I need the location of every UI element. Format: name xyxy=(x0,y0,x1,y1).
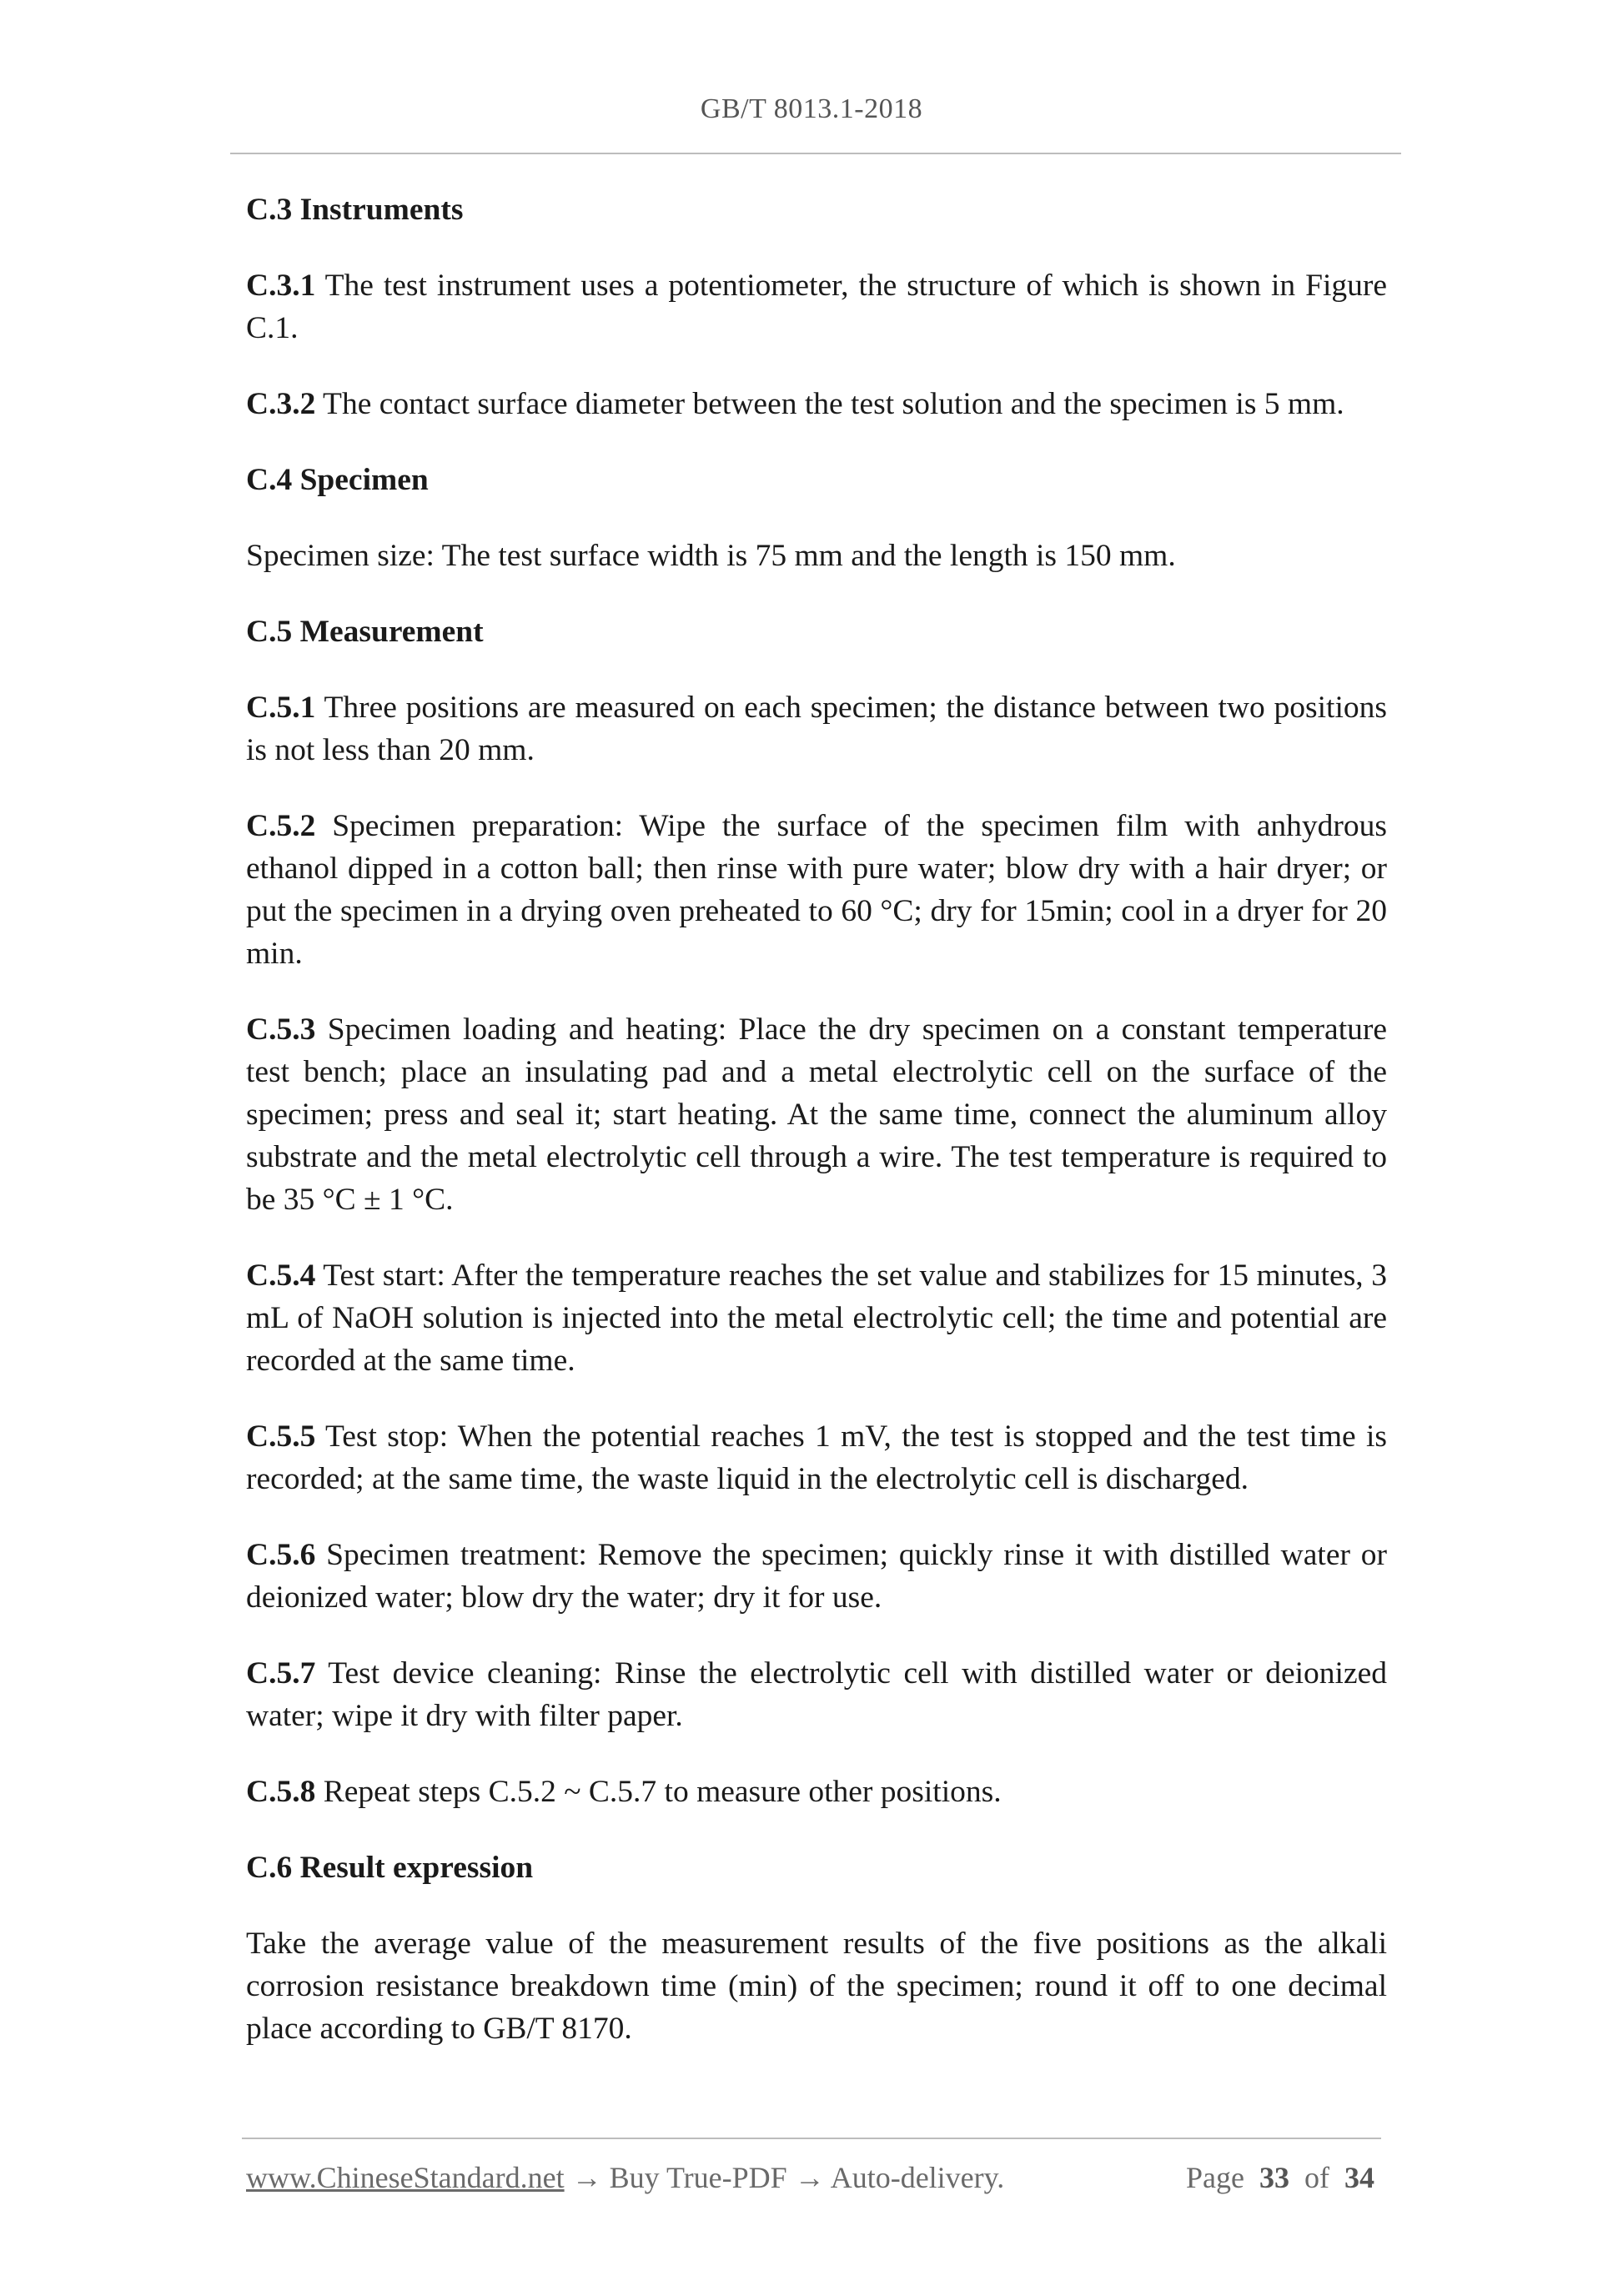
clause-number: C.3.1 xyxy=(246,269,316,303)
clause-text: Repeat steps C.5.2 ~ C.5.7 to measure other positions. xyxy=(315,1775,1002,1809)
paragraph-specimen-size xyxy=(246,535,1387,577)
header-divider xyxy=(230,153,1401,154)
clause-text: Specimen loading and heating: Place the dry specimen on a constant temperature test bench; place an insulating pad and a metal electrolytic cell on the surface of the specimen; press and seal it; start heating. At the same time, connect the aluminum alloy substrate and the metal electrolytic cell through a wire. The test temperature is required to be 35 °C ± 1 °C. xyxy=(246,1012,1387,1217)
section-heading-c4: C.4 Specimen xyxy=(246,463,429,497)
clause-number: C.3.2 xyxy=(246,387,316,421)
footer-promo xyxy=(246,2160,1004,2195)
paragraph-c5-2 xyxy=(246,805,1387,975)
paragraph-c3-1 xyxy=(246,264,1387,349)
clause-number: C.5.5 xyxy=(246,1419,316,1454)
clause-text: The contact surface diameter between the test solution and the specimen is 5 mm. xyxy=(315,387,1344,421)
arrow-right-icon: → xyxy=(571,2161,602,2194)
clause-number: C.5.2 xyxy=(246,809,316,843)
paragraph-c3-2 xyxy=(246,383,1387,425)
clause-number: C.5.3 xyxy=(246,1012,316,1047)
arrow-right-icon: → xyxy=(794,2161,825,2194)
clause-text: The test instrument uses a potentiometer, the structure of which is shown in Figure C.1. xyxy=(246,269,1387,345)
clause-text: Specimen size: The test surface width is 75 mm and the length is 150 mm. xyxy=(246,539,1176,573)
clause-text: Test stop: When the potential reaches 1 mV, the test is stopped and the test time is recorded; at the same time, the waste liquid in the electrolytic cell is discharged. xyxy=(246,1419,1387,1496)
clause-number: C.5.4 xyxy=(246,1259,316,1293)
website-link[interactable]: www.ChineseStandard.net xyxy=(246,2161,565,2194)
clause-text: Test start: After the temperature reaches the set value and stabilizes for 15 minutes, 3 mL of NaOH solution is injected into the metal electrolytic cell; the time and potential are recorded at the same time. xyxy=(246,1259,1387,1378)
paragraph-c5-8 xyxy=(246,1771,1387,1813)
paragraph-c5-5 xyxy=(246,1415,1387,1500)
clause-text: Specimen treatment: Remove the specimen; quickly rinse it with distilled water or deionized water; blow dry the water; dry it for use. xyxy=(246,1538,1387,1615)
paragraph-c5-4 xyxy=(246,1254,1387,1382)
clause-text: Take the average value of the measurement results of the five positions as the alkali corrosion resistance breakdown time (min) of the specimen; round it off to one decimal place according to GB/T 8170. xyxy=(246,1927,1387,2046)
section-heading-c5: C.5 Measurement xyxy=(246,615,484,649)
clause-number: C.5.6 xyxy=(246,1538,316,1572)
page-number xyxy=(1186,2160,1374,2195)
paragraph-result-expression xyxy=(246,1922,1387,2050)
of-label: of xyxy=(1304,2161,1329,2194)
page-current: 33 xyxy=(1259,2161,1289,2194)
document-body xyxy=(246,188,1387,2083)
clause-text: Specimen preparation: Wipe the surface of the specimen film with anhydrous ethanol dipped in a cotton ball; then rinse with pure water; blow dry with a hair dryer; or put the specimen in a drying oven preheated to 60 °C; dry for 15min; cool in a dryer for 20 min. xyxy=(246,809,1387,971)
paragraph-c5-7 xyxy=(246,1652,1387,1737)
section-heading-c6: C.6 Result expression xyxy=(246,1851,534,1885)
clause-number: C.5.8 xyxy=(246,1775,316,1809)
paragraph-c5-3 xyxy=(246,1008,1387,1221)
buy-true-pdf-text: Buy True-PDF xyxy=(601,2161,795,2194)
clause-text: Test device cleaning: Rinse the electrolytic cell with distilled water or deionized water; wipe it dry with filter paper. xyxy=(246,1656,1387,1733)
clause-text: Three positions are measured on each specimen; the distance between two positions is not less than 20 mm. xyxy=(246,691,1387,767)
auto-delivery-text: Auto-delivery. xyxy=(824,2161,1005,2194)
clause-number: C.5.7 xyxy=(246,1656,316,1691)
footer-divider xyxy=(242,2138,1381,2139)
page-label: Page xyxy=(1186,2161,1244,2194)
paragraph-c5-1 xyxy=(246,686,1387,771)
document-code-header: GB/T 8013.1-2018 xyxy=(700,93,923,124)
clause-number: C.5.1 xyxy=(246,691,316,725)
paragraph-c5-6 xyxy=(246,1534,1387,1619)
section-heading-c3: C.3 Instruments xyxy=(246,193,464,227)
page-total: 34 xyxy=(1344,2161,1374,2194)
